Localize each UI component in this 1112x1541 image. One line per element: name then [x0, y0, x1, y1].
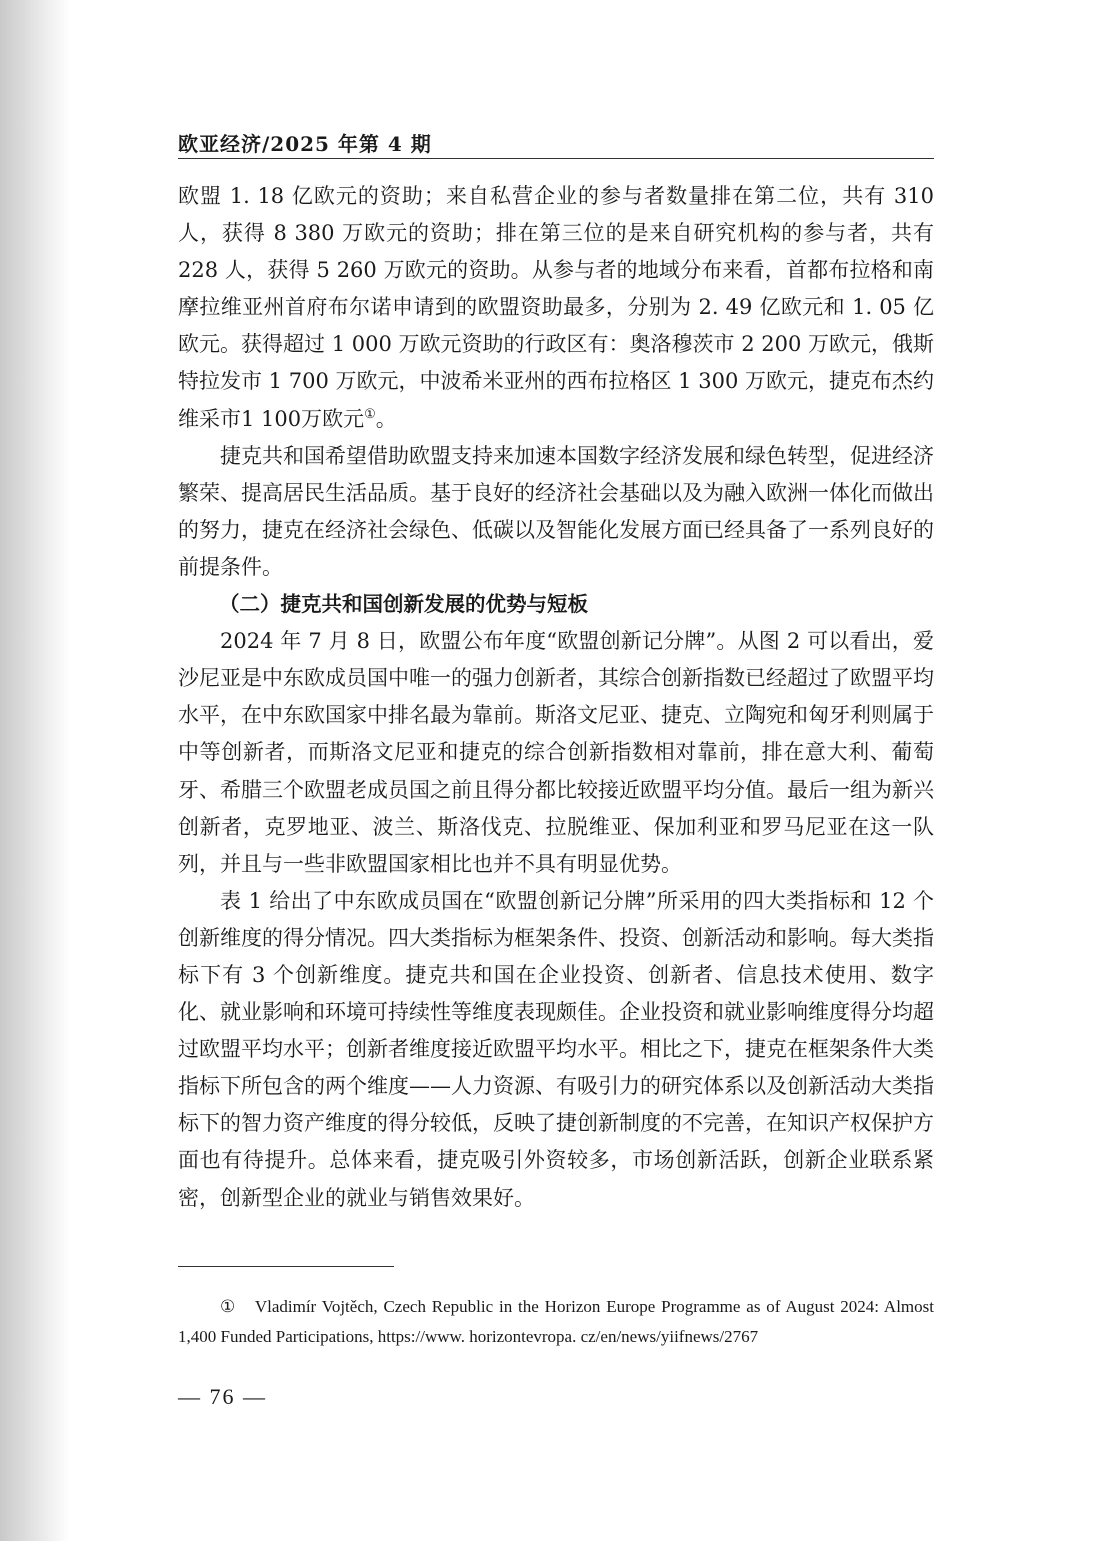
- paragraph-4: 表 1 给出了中东欧成员国在“欧盟创新记分牌”所采用的四大类指标和 12 个创新维度的得分情况。四大类指标为框架条件、投资、创新活动和影响。每大类指标下有 3 个创新维度。捷克共和国在企业投资、创新者、信息技术使用、数字化、就业影响和环境可持续性等维度表现颇佳。企业投资和就业影响维度得分均超过欧盟平均水平；创新者维度接近欧盟平均水平。相比之下，捷克在框架条件大类指标下所包含的两个维度——人力资源、有吸引力的研究体系以及创新活动大类指标下的智力资产维度的得分较低，反映了捷创新制度的不完善，在知识产权保护方面也有待提升。总体来看，捷克吸引外资较多，市场创新活跃，创新企业联系紧密，创新型企业的就业与销售效果好。: [178, 888, 934, 1210]
- paragraph-1-text: 欧盟 1. 18 亿欧元的资助；来自私营企业的参与者数量排在第二位，共有 310 人，获得 8 380 万欧元的资助；排在第三位的是来自研究机构的参与者，共有 228 人，获得 5 260 万欧元的资助。从参与者的地域分布来看，首都布拉格和南摩拉维亚州首府布尔诺申请到的欧盟资助最多，分别为 2. 49 亿欧元和 1. 05 亿欧元。获得超过 1 000 万欧元资助的行政区有：奥洛穆茨市 2 200 万欧元，俄斯特拉发市 1 700 万欧元，中波希米亚州的西布拉格区 1 300 万欧元，捷克布杰约维采市1 100万欧元: [178, 184, 934, 431]
- paragraph-1: [178, 178, 934, 438]
- paragraph-3: 2024 年 7 月 8 日，欧盟公布年度“欧盟创新记分牌”。从图 2 可以看出，爱沙尼亚是中东欧成员国中唯一的强力创新者，其综合创新指数已经超过了欧盟平均水平，在中东欧国家中排名最为靠前。斯洛文尼亚、捷克、立陶宛和匈牙利则属于中等创新者，而斯洛文尼亚和捷克的综合创新指数相对靠前，排在意大利、葡萄牙、希腊三个欧盟老成员国之前且得分都比较接近欧盟平均分值。最后一组为新兴创新者，克罗地亚、波兰、斯洛伐克、拉脱维亚、保加利亚和罗马尼亚在这一队列，并且与一些非欧盟国家相比也并不具有明显优势。: [178, 629, 934, 876]
- main-body: [178, 178, 934, 1217]
- page-number: — 76 —: [178, 1384, 267, 1409]
- footnote-marker: ①: [220, 1297, 237, 1316]
- footnote-rule: [178, 1266, 394, 1267]
- footnote-reference[interactable]: ①: [364, 406, 376, 422]
- footnote-text: Vladimír Vojtěch, Czech Republic in the Horizon Europe Programme as of August 2024: Almost 1,400 Funded Participations, https://www. horizontevropa. cz/en/news/yiifnews/2767: [178, 1297, 934, 1346]
- paragraph-1-end: 。: [375, 406, 397, 431]
- section-heading: （二）捷克共和国创新发展的优势与短板: [219, 592, 588, 617]
- running-header: 欧亚经济/2025 年第 4 期: [178, 132, 432, 156]
- footnote: [178, 1292, 934, 1351]
- header-rule: [178, 158, 934, 159]
- paragraph-2: 捷克共和国希望借助欧盟支持来加速本国数字经济发展和绿色转型，促进经济繁荣、提高居民生活品质。基于良好的经济社会基础以及为融入欧洲一体化而做出的努力，捷克在经济社会绿色、低碳以及智能化发展方面已经具备了一系列良好的前提条件。: [178, 443, 934, 579]
- page-edge-shadow: [0, 0, 70, 1541]
